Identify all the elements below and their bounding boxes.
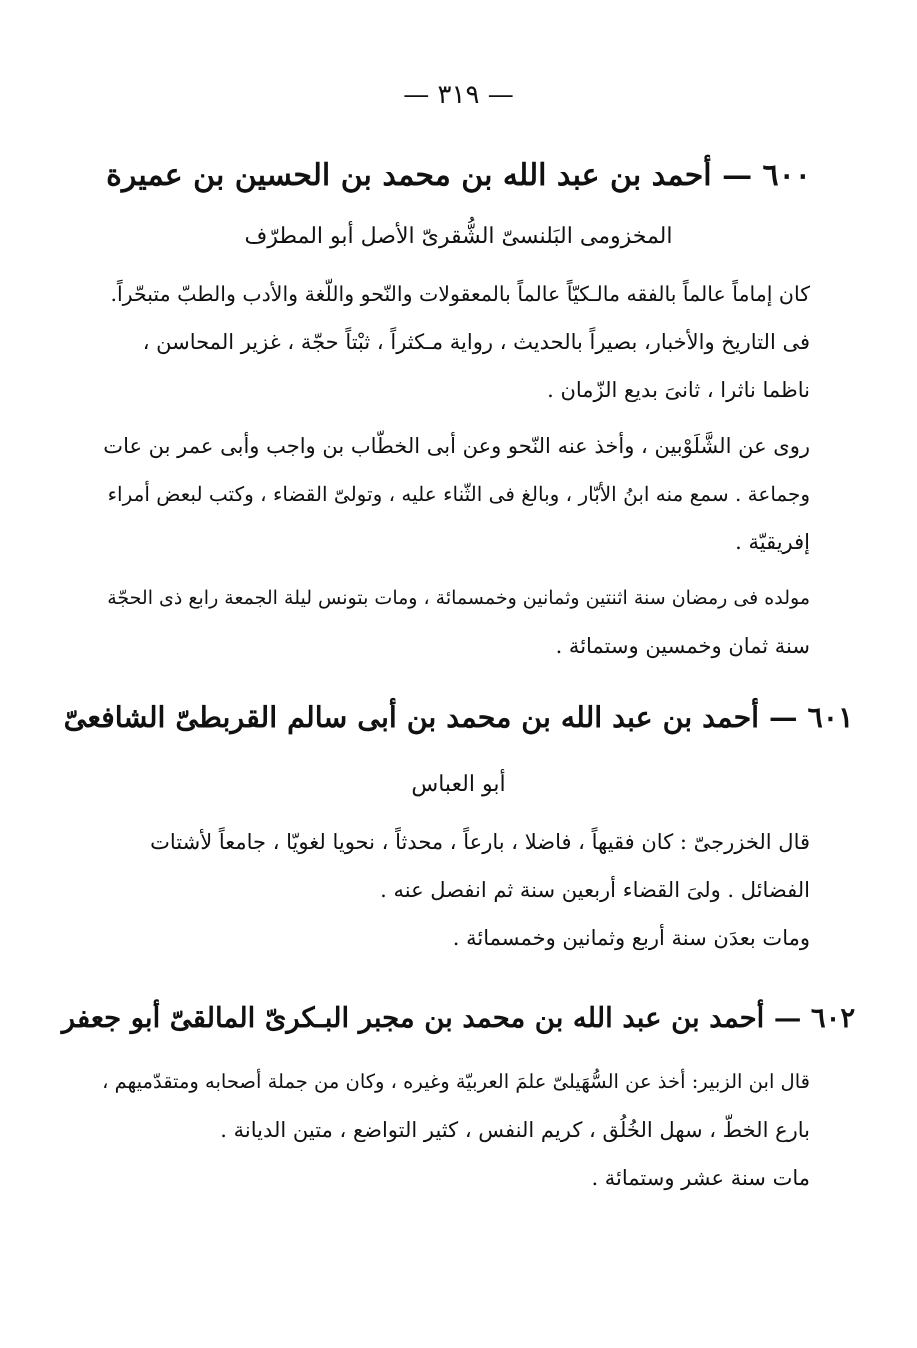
- entry-name: أحمد بن عبد الله بن محمد بن الحسين بن عميرة: [106, 158, 712, 193]
- paragraph: [98, 574, 810, 670]
- entry-name: أحمد بن عبد الله بن محمد بن مجبر البـكرىّ المالقىّ أبو جعفر: [61, 1002, 765, 1034]
- text-line: إفريقيّة .: [735, 530, 810, 554]
- entry-heading-600: [60, 158, 857, 193]
- entry-heading-602: [60, 1002, 857, 1034]
- text-line: قال الخزرجىّ : كان فقيهاً ، فاضلا ، بارعاً ، محدثاً ، نحويا لغويّا ، جامعاً لأشتات: [150, 830, 810, 854]
- page-number: — ٣١٩ —: [403, 80, 514, 110]
- entry-body-601: [98, 818, 810, 962]
- paragraph: [98, 270, 810, 414]
- entry-number: ٦٠١ —: [769, 700, 854, 734]
- entry-subtitle-601: أبو العباس: [411, 772, 506, 797]
- paragraph: [98, 914, 810, 962]
- text-line: الفضائل . ولىَ القضاء أربعين سنة ثم انفصل عنه .: [380, 878, 810, 902]
- entry-number: ٦٠٠ —: [722, 158, 811, 193]
- text-line: مات سنة عشر وستمائة .: [591, 1166, 810, 1190]
- entry-subtitle-600: المخزومى البَلنسىّ الشُّقرىّ الأصل أبو المطرّف: [244, 224, 673, 249]
- text-line: كان إماماً عالماً بالفقه مالـكيّاً عالماً بالمعقولات والنّحو واللّغة والأدب والطبّ متبحّراً.: [110, 282, 810, 306]
- text-line: ومات بعدَن سنة أربع وثمانين وخمسمائة .: [452, 926, 810, 950]
- text-line: ناظما ناثرا ، ثانىَ بديع الزّمان .: [547, 378, 810, 402]
- entry-heading-601: [60, 700, 857, 734]
- text-line: بارع الخطّ ، سهل الخُلُق ، كريم النفس ، كثير التواضع ، متين الديانة .: [220, 1118, 810, 1142]
- entry-name: أحمد بن عبد الله بن محمد بن أبى سالم القربطىّ الشافعىّ: [63, 700, 760, 734]
- entry-number: ٦٠٢ —: [773, 1002, 856, 1034]
- paragraph: [98, 1058, 810, 1154]
- text-line: وجماعة . سمع منه ابنُ الأبّار ، وبالغ فى الثّناء عليه ، وتولىّ القضاء ، وكتب لبعض أمراء: [107, 482, 810, 506]
- text-line: روى عن الشَّلَوْبين ، وأخذ عنه النّحو وعن أبى الخطّاب بن واجب وأبى عمر بن عات: [103, 434, 810, 458]
- entry-body-600: [98, 270, 810, 670]
- text-line: فى التاريخ والأخبار، بصيراً بالحديث ، رواية مـكثراً ، ثبْتاً حجّة ، غزير المحاسن ،: [142, 330, 810, 354]
- entry-body-602: [98, 1058, 810, 1202]
- text-line: قال ابن الزبير: أخذ عن السُّهَيلىّ علمَ العربيّة وغيره ، وكان من جملة أصحابه ومتقدّميهم ،: [102, 1070, 810, 1093]
- paragraph: [98, 1154, 810, 1202]
- text-line: سنة ثمان وخمسين وستمائة .: [555, 634, 810, 658]
- paragraph: [98, 818, 810, 914]
- paragraph: [98, 422, 810, 566]
- text-line: مولده فى رمضان سنة اثنتين وثمانين وخمسمائة ، ومات بتونس ليلة الجمعة رابع ذى الحجّة: [107, 587, 810, 609]
